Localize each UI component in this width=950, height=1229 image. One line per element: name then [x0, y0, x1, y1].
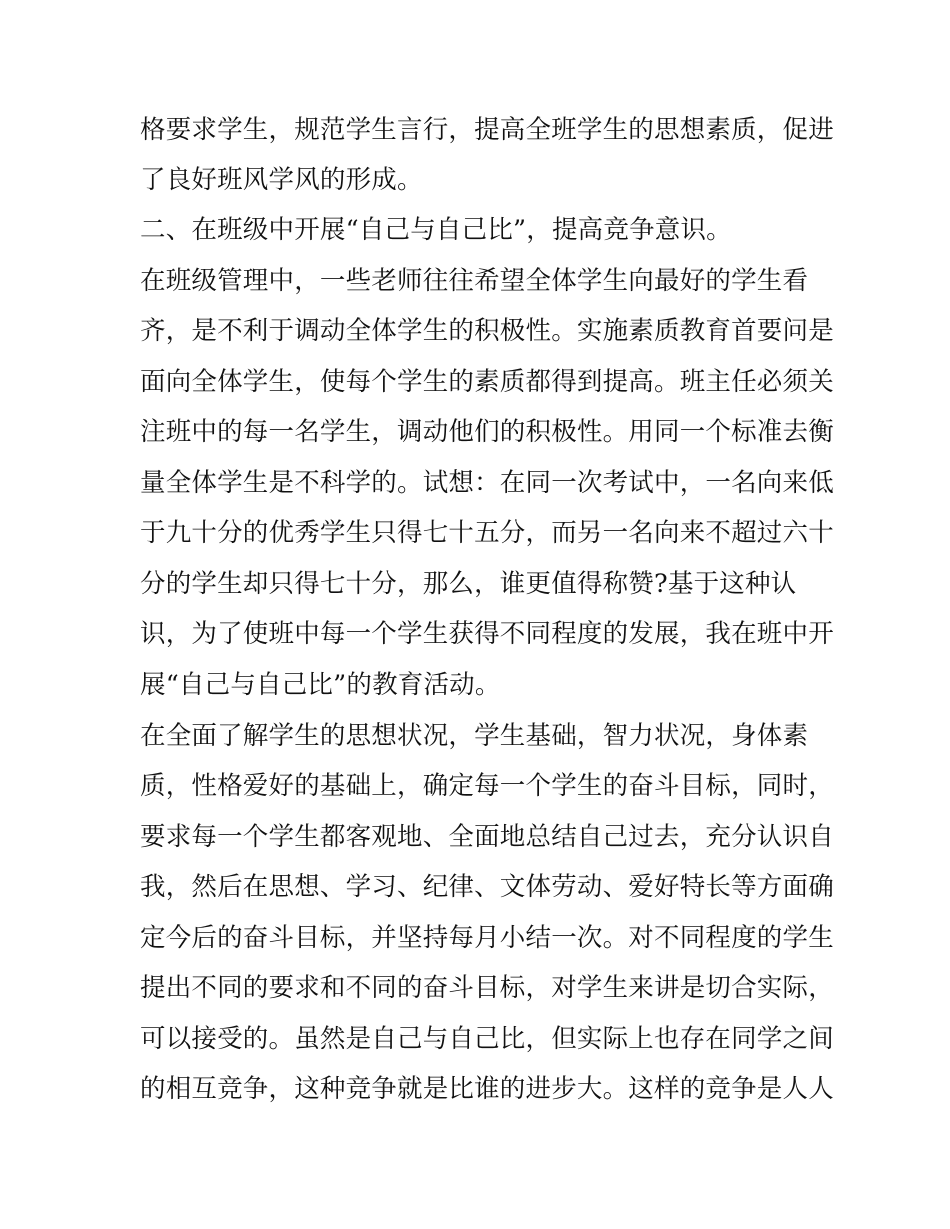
text-line: 注班中的每一名学生，调动他们的积极性。用同一个标准去衡 [140, 417, 834, 447]
text-line: 面向全体学生，使每个学生的素质都得到提高。班主任必须关 [140, 367, 834, 397]
text-line: 在班级管理中，一些老师往往希望全体学生向最好的学生看 [140, 266, 809, 296]
text-line: 分的学生却只得七十分，那么，谁更值得称赞?基于这种认 [140, 569, 797, 599]
text-line: 在全面了解学生的思想状况，学生基础，智力状况，身体素 [140, 721, 809, 751]
section-heading: 二、在班级中开展“自己与自己比”，提高竞争意识。 [140, 215, 732, 245]
text-line: 要求每一个学生都客观地、全面地总结自己过去，充分认识自 [140, 822, 834, 852]
text-line: 定今后的奋斗目标，并坚持每月小结一次。对不同程度的学生 [140, 923, 834, 953]
text-line: 我，然后在思想、学习、纪律、文体劳动、爱好特长等方面确 [140, 872, 834, 902]
text-line: 于九十分的优秀学生只得七十五分，而另一名向来不超过六十 [140, 518, 834, 548]
text-line: 质，性格爱好的基础上，确定每一个学生的奋斗目标，同时， [140, 771, 834, 801]
text-line: 了良好班风学风的形成。 [140, 165, 423, 195]
text-line: 格要求学生，规范学生言行，提高全班学生的思想素质，促进 [140, 115, 834, 145]
text-line: 展“自己与自己比”的教育活动。 [140, 670, 501, 700]
text-line: 识，为了使班中每一个学生获得不同程度的发展，我在班中开 [140, 619, 834, 649]
text-line: 的相互竞争，这种竞争就是比谁的进步大。这样的竞争是人人 [140, 1074, 834, 1104]
text-line: 提出不同的要求和不同的奋斗目标，对学生来讲是切合实际， [140, 973, 834, 1003]
text-line: 量全体学生是不科学的。试想：在同一次考试中，一名向来低 [140, 468, 834, 498]
text-line: 可以接受的。虽然是自己与自己比，但实际上也存在同学之间 [140, 1024, 834, 1054]
text-line: 齐，是不利于调动全体学生的积极性。实施素质教育首要问是 [140, 316, 834, 346]
